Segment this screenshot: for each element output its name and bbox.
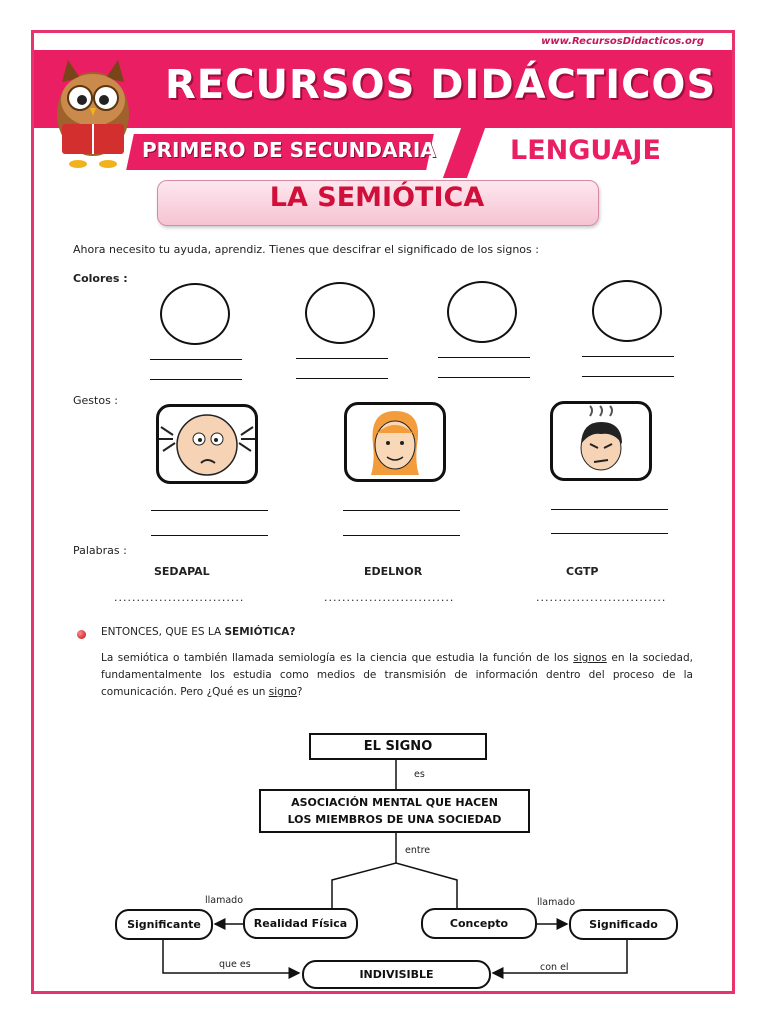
label-que-es: que es [219,959,251,970]
answer-line[interactable] [582,376,674,377]
gestos-label: Gestos : [73,394,118,407]
dotted-answer-3[interactable]: ............................. [536,591,667,604]
label-con-el: con el [540,962,569,973]
link-signos[interactable]: signos [573,652,607,664]
answer-line[interactable] [150,359,242,360]
label-entre: entre [405,845,431,856]
color-circle-3[interactable] [447,281,517,343]
answer-line[interactable] [296,358,388,359]
color-circle-2[interactable] [305,282,375,344]
question-prefix: ENTONCES, QUE ES LA [101,626,225,638]
asociacion-line-2: LOS MIEMBROS DE UNA SOCIEDAD [287,813,502,826]
definition-paragraph [101,650,693,701]
answer-line[interactable] [151,510,268,511]
label-llamado-left: llamado [205,895,244,906]
answer-line[interactable] [438,357,530,358]
owl-mascot-icon [48,52,138,172]
node-realidad-fisica: Realidad Física [243,908,358,939]
palabras-label: Palabras : [73,544,127,557]
answer-line[interactable] [438,377,530,378]
subject-label: LENGUAJE [510,135,661,166]
word-edelnor: EDELNOR [364,565,423,578]
label-es: es [414,769,425,780]
page-title: LA SEMIÓTICA [269,182,485,213]
node-concepto: Concepto [421,908,537,939]
para-part-3: ? [296,686,303,698]
color-circle-1[interactable] [160,283,230,345]
colores-label: Colores : [73,272,128,285]
answer-line[interactable] [150,379,242,380]
bullet-icon [77,630,86,639]
node-significante: Significante [115,909,213,940]
question-highlight: SEMIÓTICA? [224,626,296,638]
word-sedapal: SEDAPAL [154,565,210,578]
site-url[interactable]: www.RecursosDidacticos.org [541,36,704,47]
dotted-answer-2[interactable]: ............................. [324,591,455,604]
answer-line[interactable] [296,378,388,379]
brand-title: RECURSOS DIDÁCTICOS [165,62,717,108]
answer-line[interactable] [551,509,668,510]
answer-line[interactable] [582,356,674,357]
node-el-signo: EL SIGNO [309,733,487,760]
link-signo[interactable]: signo [268,686,297,698]
label-llamado-right: llamado [537,897,576,908]
answer-line[interactable] [343,535,460,536]
para-part-2: en la sociedad, fundamentalmente los estudia como medios de transmisión de información dentro del proceso de la comunicación. Pero ¿Qué es un [101,652,693,698]
node-indivisible: INDIVISIBLE [302,960,491,989]
gesture-confused-box [156,404,258,484]
gesture-smile-box [344,402,446,482]
gesture-angry-box [550,401,652,481]
node-asociacion [259,789,530,833]
node-significado: Significado [569,909,678,940]
intro-text: Ahora necesito tu ayuda, aprendiz. Tienes que descifrar el significado de los signos : [73,243,539,256]
answer-line[interactable] [343,510,460,511]
angry-face-icon [566,404,636,478]
question-line [101,626,296,638]
smiling-face-icon [347,405,443,479]
asociacion-line-1: ASOCIACIÓN MENTAL QUE HACEN [291,796,498,809]
confused-face-icon [159,407,255,481]
answer-line[interactable] [551,533,668,534]
para-part-1: La semiótica o también llamada semiología es la ciencia que estudia la función de los [101,652,574,664]
color-circle-4[interactable] [592,280,662,342]
dotted-answer-1[interactable]: ............................. [114,591,245,604]
grade-label: PRIMERO DE SECUNDARIA [142,138,436,162]
answer-line[interactable] [151,535,268,536]
word-cgtp: CGTP [566,565,599,578]
